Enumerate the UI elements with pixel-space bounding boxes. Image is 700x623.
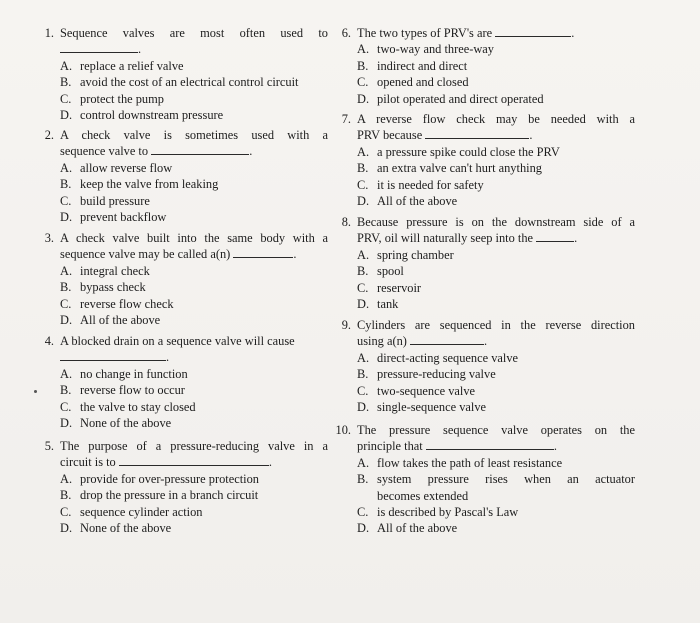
option-d: D. All of the above [357,521,458,536]
answer-blank [151,144,249,155]
option-c: C. reverse flow check [60,296,174,311]
question-text: A check valve built into the same body with a [60,231,328,245]
option-c: C. it is needed for safety [357,177,484,192]
options-list [38,160,328,226]
answer-blank [426,439,554,450]
option-b: B. keep the valve from leaking [60,177,219,192]
question-text: A blocked drain on a sequence valve will cause [60,334,295,348]
option-c: C. opened and closed [357,75,469,90]
options-list [335,41,635,107]
option-b: B. system pressure rises when an actuator becomes extended [357,472,635,503]
options-list [38,471,328,537]
answer-blank [60,42,138,53]
option-d: D. control downstream pressure [60,108,224,123]
option-b: B. indirect and direct [357,58,468,73]
option-c: C. two-sequence valve [357,383,476,398]
options-list [38,58,328,124]
question-text: Because pressure is on the downstream side of a [357,215,635,229]
option-a: A. direct-acting sequence valve [357,350,519,365]
option-d: D. tank [357,297,399,312]
option-d: D. All of the above [60,313,161,328]
option-a: A. flow takes the path of least resistance [357,455,563,470]
options-list [38,366,328,432]
option-a: A. a pressure spike could close the PRV [357,144,560,159]
option-d: D. All of the above [357,194,458,209]
question-2: 2. A check valve is sometimes used with a sequence valve to . A. allow reverse flow B. keep the valve from leaking C. build pressure D. prevent backflow [38,127,328,225]
question-4: 4. A blocked drain on a sequence valve will cause . A. no change in function B. reverse flow to occur C. the valve to stay closed D. None of the above [38,333,328,431]
option-c: C. reservoir [357,280,422,295]
option-c: C. sequence cylinder action [60,504,203,519]
options-list [38,263,328,329]
option-b: B. bypass check [60,280,146,295]
question-10: 10. The pressure sequence valve operates on the principle that . A. flow takes the path of least resistance B. system pressure rises when an actuator becomes extended C. is described by Pascal's Law D. All of the above [335,423,635,536]
option-c: C. is described by Pascal's Law [357,505,519,520]
option-b: B. avoid the cost of an electrical control circuit [60,75,299,90]
question-text: The two types of PRV's are [357,26,493,40]
option-a: A. replace a relief valve [60,58,184,73]
option-d: D. pilot operated and direct operated [357,91,544,106]
question-text: Sequence valves are most often used to [60,26,328,40]
answer-blank [425,128,529,139]
option-a: A. allow reverse flow [60,160,173,175]
question-text: Cylinders are sequenced in the reverse direction [357,318,635,332]
question-6: 6. The two types of PRV's are . A. two-way and three-way B. indirect and direct C. opened and closed D. pilot operated and direct operated [335,25,635,107]
option-b: B. drop the pressure in a branch circuit [60,488,259,503]
option-b: B. an extra valve can't hurt anything [357,161,542,176]
option-b: B. spool [357,264,404,279]
question-text: The purpose of a pressure-reducing valve in a [60,439,328,453]
question-text: The pressure sequence valve operates on the [357,423,635,437]
option-b: B. pressure-reducing valve [357,367,496,382]
options-list [335,455,635,537]
option-c: C. protect the pump [60,91,164,106]
answer-blank [495,26,571,37]
option-d: D. None of the above [60,521,172,536]
option-a: A. two-way and three-way [357,42,494,57]
option-c: C. build pressure [60,193,150,208]
question-text: A reverse flow check may be needed with a [357,112,635,126]
option-a: A. spring chamber [357,247,454,262]
question-8: 8. Because pressure is on the downstream side of a PRV, oil will naturally seep into the . A. spring chamber B. spool C. reservoir D. tank [335,214,635,312]
question-3: 3. A check valve built into the same body with a sequence valve may be called a(n) . A. integral check B. bypass check C. reverse flow check D. All of the above [38,230,328,328]
answer-blank [536,231,574,242]
question-1: 1. Sequence valves are most often used to . A. replace a relief valve B. avoid the cost of an electrical control circuit C. protect the pump D. control downstream pressure [38,25,328,123]
option-d: D. single-sequence valve [357,400,487,415]
answer-blank [119,455,269,466]
option-d: D. prevent backflow [60,210,167,225]
option-d: D. None of the above [60,416,172,431]
answer-blank [410,334,484,345]
options-list [335,144,635,210]
option-a: A. no change in function [60,366,188,381]
option-a: A. provide for over-pressure protection [60,471,260,486]
option-c: C. the valve to stay closed [60,399,196,414]
question-7: 7. A reverse flow check may be needed with a PRV because . A. a pressure spike could close the PRV B. an extra valve can't hurt anything C. it is needed for safety D. All of the above [335,111,635,209]
options-list [335,247,635,313]
question-5: 5. The purpose of a pressure-reducing valve in a circuit is to . A. provide for over-pressure protection B. drop the pressure in a branch circuit C. sequence cylinder action D. None of the above [38,438,328,536]
question-9: 9. Cylinders are sequenced in the reverse direction using a(n) . A. direct-acting sequence valve B. pressure-reducing valve C. two-sequence valve D. single-sequence valve [335,317,635,415]
question-number: 1. [44,26,54,40]
stray-mark [34,390,37,393]
options-list [335,350,635,416]
question-text: A check valve is sometimes used with a [60,128,328,142]
answer-blank [233,247,293,258]
option-b: B. reverse flow to occur [60,383,185,398]
option-a: A. integral check [60,263,150,278]
answer-blank [60,350,166,361]
